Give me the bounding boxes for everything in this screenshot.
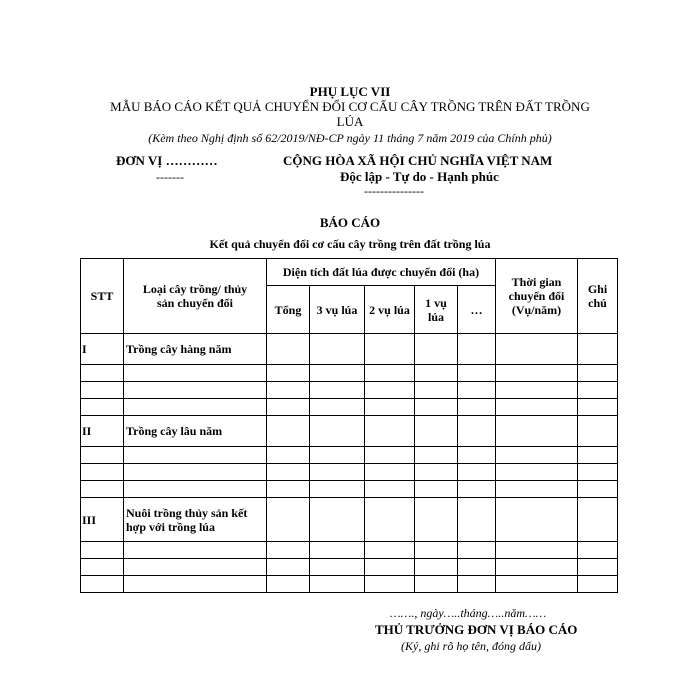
table-row	[81, 447, 618, 464]
form-title-line2: LÚA	[336, 114, 364, 129]
header-total: Tổng	[267, 286, 310, 334]
national-motto: Độc lập - Tự do - Hạnh phúc	[340, 169, 499, 184]
appendix-title: PHỤ LỤC VII	[309, 84, 391, 99]
header-time-line1: Thời gian	[511, 275, 562, 289]
section-stt: III	[81, 498, 124, 542]
unit-dashes: -------	[156, 170, 184, 184]
report-title: BÁO CÁO	[319, 215, 381, 230]
decree-note: (Kèm theo Nghị định số 62/2019/NĐ-CP ngày 11 tháng 7 năm 2019 của Chính phủ)	[148, 131, 552, 145]
report-subtitle: Kết quả chuyển đổi cơ cấu cây trồng trên đất trồng lúa	[209, 237, 491, 251]
header-3-crops: 3 vụ lúa	[310, 286, 365, 334]
header-crop-type	[124, 259, 267, 334]
header-2-crops: 2 vụ lúa	[365, 286, 415, 334]
header-1-crop	[415, 286, 458, 334]
section-name: Trồng cây lâu năm	[124, 416, 267, 447]
header-time-line2: chuyển đổi	[508, 289, 565, 303]
header-time-line3: (Vụ/năm)	[511, 303, 562, 317]
republic-title: CỘNG HÒA XÃ HỘI CHỦ NGHĨA VIỆT NAM	[283, 153, 553, 168]
table-row	[81, 416, 618, 447]
table-row	[81, 481, 618, 498]
section-name-line2: hợp với trồng lúa	[126, 519, 215, 534]
header-stt: STT	[81, 259, 124, 334]
motto-dashes: ---------------	[364, 184, 424, 198]
header-time	[496, 259, 578, 334]
header-note-line2: chú	[588, 296, 607, 310]
table-row	[81, 498, 618, 542]
section-name	[124, 498, 267, 542]
date-line: ……., ngày…..tháng…..năm……	[390, 606, 547, 620]
header-1-crop-line2: lúa	[427, 309, 444, 324]
table-row	[81, 559, 618, 576]
table-row	[81, 464, 618, 481]
table-row	[81, 399, 618, 416]
report-table	[80, 258, 618, 593]
header-more: …	[458, 286, 496, 334]
section-name: Trồng cây hàng năm	[124, 334, 267, 365]
table-row	[81, 382, 618, 399]
header-note	[578, 259, 618, 334]
header-crop-line2: sản chuyển đổi	[156, 296, 234, 310]
signer-title: THỦ TRƯỞNG ĐƠN VỊ BÁO CÁO	[375, 622, 578, 637]
section-stt: II	[81, 416, 124, 447]
header-crop-line1: Loại cây trồng/ thủy	[142, 282, 248, 296]
form-title-line1: MẪU BÁO CÁO KẾT QUẢ CHUYỂN ĐỔI CƠ CẤU CÂY TRỒNG TRÊN ĐẤT TRỒNG	[110, 99, 590, 114]
section-stt: I	[81, 334, 124, 365]
unit-label: ĐƠN VỊ …………	[116, 153, 218, 168]
header-area-group: Diện tích đất lúa được chuyển đổi (ha)	[267, 259, 496, 286]
table-row	[81, 576, 618, 593]
table-row	[81, 365, 618, 382]
section-name-line1: Nuôi trồng thủy sản kết	[126, 505, 248, 520]
table-row	[81, 334, 618, 365]
header-1-crop-line1: 1 vụ	[425, 295, 447, 310]
table-row	[81, 542, 618, 559]
sign-note: (Ký, ghi rõ họ tên, đóng dấu)	[401, 639, 541, 653]
header-note-line1: Ghi	[587, 282, 608, 296]
